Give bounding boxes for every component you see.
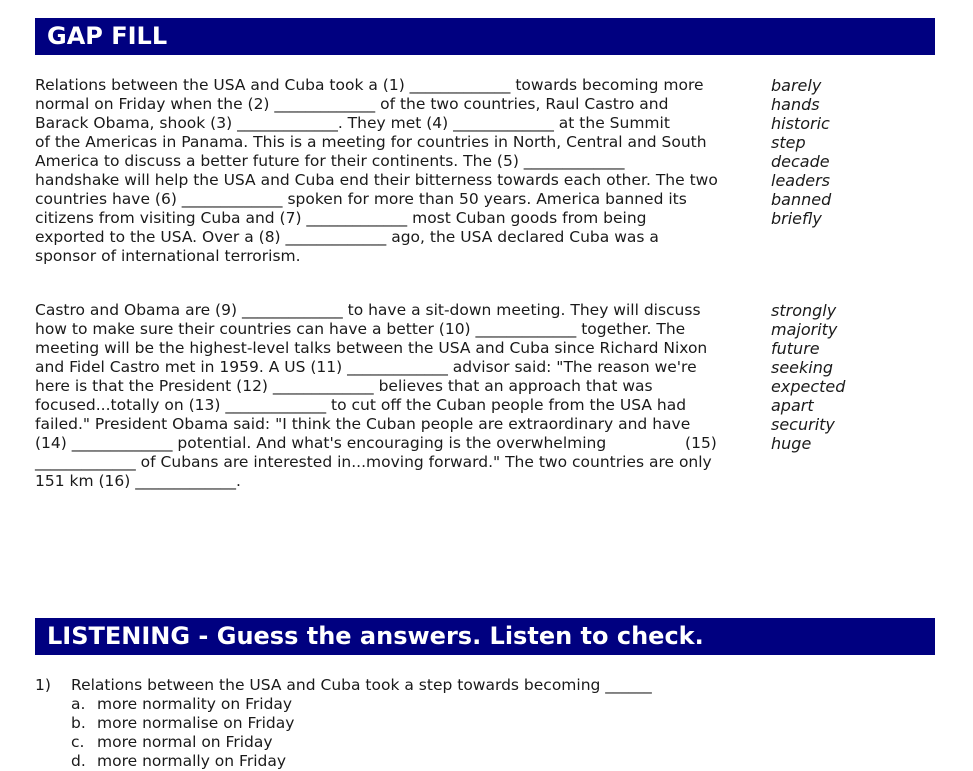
word-bank-item: decade [771,152,830,171]
gap-fill-paragraph-1 [35,76,765,266]
option-letter: c. [71,733,85,751]
paragraph-line: how to make sure their countries can have a better (10) _____________ together. The [35,320,686,338]
listening-question-1 [35,676,652,771]
word-bank-item: barely [771,76,822,95]
option-letter: d. [71,752,86,770]
paragraph-line: exported to the USA. Over a (8) _____________ ago, the USA declared Cuba was a [35,228,659,246]
paragraph-line: America to discuss a better future for their continents. The (5) _____________ [35,152,625,170]
paragraph-line: handshake will help the USA and Cuba end their bitterness towards each other. The two [35,171,718,189]
paragraph-line: countries have (6) _____________ spoken for more than 50 years. America banned its [35,190,687,208]
gap-fill-paragraph-2 [35,301,765,491]
paragraph-line: (14) _____________ potential. And what's encouraging is the overwhelming (15) [35,434,717,452]
answer-option [35,752,652,771]
paragraph-line: here is that the President (12) _____________ believes that an approach that was [35,377,653,395]
option-text: more normally on Friday [97,752,287,770]
paragraph-line: failed." President Obama said: "I think the Cuban people are extraordinary and have [35,415,691,433]
word-bank-item: majority [771,320,838,339]
answer-option [35,714,652,733]
paragraph-line: citizens from visiting Cuba and (7) _____________ most Cuban goods from being [35,209,647,227]
paragraph-line: of the Americas in Panama. This is a meeting for countries in North, Central and South [35,133,707,151]
word-bank-item: seeking [771,358,834,377]
paragraph-line: Relations between the USA and Cuba took a (1) _____________ towards becoming more [35,76,704,94]
option-text: more normality on Friday [97,695,293,713]
paragraph-line: Castro and Obama are (9) _____________ to have a sit-down meeting. They will discuss [35,301,701,319]
paragraph-line: 151 km (16) _____________. [35,472,241,490]
word-bank-item: hands [771,95,820,114]
answer-option [35,695,652,714]
question-row [35,676,652,695]
answer-option [35,733,652,752]
paragraph-line: _____________ of Cubans are interested in...moving forward." The two countries are only [35,453,712,471]
word-bank-item: leaders [771,171,831,190]
word-bank-item: security [771,415,835,434]
word-bank-item: apart [771,396,814,415]
word-bank-item: banned [771,190,832,209]
option-text: more normalise on Friday [97,714,295,732]
paragraph-line: and Fidel Castro met in 1959. A US (11) _____________ advisor said: "The reason we're [35,358,697,376]
option-letter: b. [71,714,86,732]
option-text: more normal on Friday [97,733,273,751]
option-letter: a. [71,695,86,713]
word-bank-item: future [771,339,820,358]
word-bank-1 [771,76,831,228]
word-bank-item: briefly [771,209,822,228]
gap-fill-heading: GAP FILL [35,18,935,55]
paragraph-line: normal on Friday when the (2) _____________ of the two countries, Raul Castro and [35,95,669,113]
paragraph-line: focused...totally on (13) _____________ to cut off the Cuban people from the USA had [35,396,687,414]
word-bank-item: strongly [771,301,837,320]
paragraph-line: meeting will be the highest-level talks between the USA and Cuba since Richard Nixon [35,339,708,357]
paragraph-line: sponsor of international terrorism. [35,247,301,265]
paragraph-line: Barack Obama, shook (3) _____________. They met (4) _____________ at the Summit [35,114,670,132]
word-bank-item: historic [771,114,830,133]
word-bank-item: expected [771,377,846,396]
listening-heading: LISTENING - Guess the answers. Listen to check. [35,618,935,655]
word-bank-item: step [771,133,806,152]
word-bank-item: huge [771,434,812,453]
word-bank-2 [771,301,845,453]
question-text: Relations between the USA and Cuba took a step towards becoming ______ [71,676,652,694]
question-number: 1) [35,676,51,694]
